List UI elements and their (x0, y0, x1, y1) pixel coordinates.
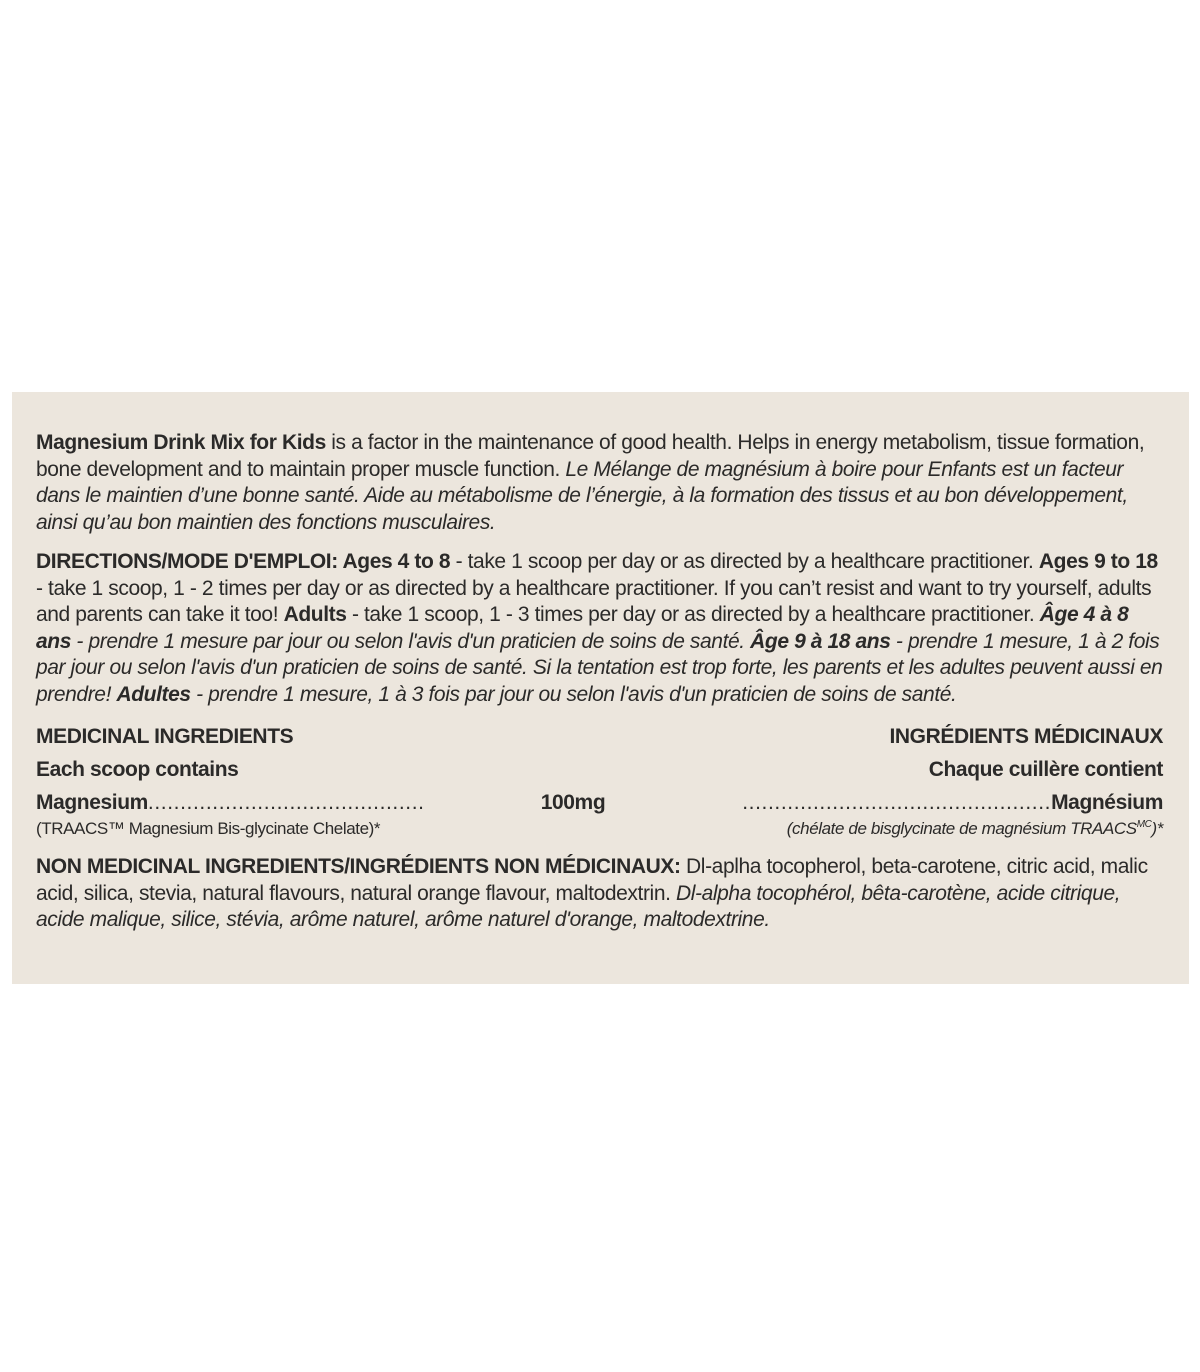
directions-paragraph (36, 549, 1163, 708)
fr-age2-text: - prendre 1 mesure, 1 à 2 fois par jour ou selon l'avis d'un praticien de soins de santé. Si la tentation est trop forte, les parents et les adultes peuvent aussi en prendre! (36, 629, 1163, 706)
ingredient-amount: 100mg (540, 791, 606, 814)
fr-age2-label: Âge 9 à 18 ans (750, 629, 891, 653)
serving-en: Each scoop contains (36, 758, 239, 781)
adults-text: - take 1 scoop, 1 - 3 times per day or as directed by a healthcare practitioner. (346, 603, 1040, 626)
fr-age1-text: - prendre 1 mesure par jour ou selon l'avis d'un praticien de soins de santé. (71, 629, 751, 653)
medicinal-heading-en: MEDICINAL INGREDIENTS (36, 725, 294, 748)
non-medicinal-fr-text: Dl-alpha tocophérol, bêta-carotène, acide citrique, acide malique, silice, stévia, arôme naturel, arôme naturel d'orange, maltodextrine. (36, 881, 1121, 931)
source-fr-end: )* (1151, 819, 1163, 838)
non-medicinal-heading: NON MEDICINAL INGREDIENTS/INGRÉDIENTS NON MÉDICINAUX: (36, 855, 681, 878)
ingredient-row (36, 786, 1163, 820)
product-name: Magnesium Drink Mix for Kids (36, 431, 326, 454)
medicinal-heading-row (36, 720, 1163, 753)
non-medicinal-paragraph (36, 854, 1163, 934)
age2-text: - take 1 scoop, 1 - 2 times per day or as directed by a healthcare practitioner. If you can’t resist and want to try yourself, adults and parents can take it too! (36, 576, 1152, 626)
ingredient-source-en: (TRAACS™ Magnesium Bis-glycinate Chelate)* (36, 819, 381, 838)
dot-leader-left: ........................................... (147, 791, 425, 814)
ingredient-right (742, 786, 1163, 820)
adults-label: Adults (283, 603, 347, 626)
label-panel (12, 392, 1189, 984)
age2-label: Ages 9 to 18 (1038, 550, 1158, 573)
dot-leader-right: ................................................ (742, 791, 1052, 814)
medicinal-heading-fr: INGRÉDIENTS MÉDICINAUX (889, 725, 1163, 748)
age1-text: - take 1 scoop per day or as directed by a healthcare practitioner. (450, 550, 1039, 573)
ingredient-name-en: Magnesium (36, 791, 148, 814)
age1-label: Ages 4 to 8 (337, 550, 451, 573)
intro-paragraph (36, 430, 1163, 536)
ingredient-name-fr: Magnésium (1051, 791, 1163, 814)
source-fr-superscript: MC (1136, 819, 1152, 830)
fr-age1-label: Âge 4 à 8 ans (36, 603, 1129, 653)
fr-adults-label: Adultes (116, 682, 191, 706)
intro-en-text: is a factor in the maintenance of good health. Helps in energy metabolism, tissue formation, bone development and to maintain proper muscle function. (36, 431, 1145, 481)
intro-fr-text: Le Mélange de magnésium à boire pour Enfants est un facteur dans le maintien d’une bonne santé. Aide au métabolisme de l’énergie, à la formation des tissus et au bon développement, ainsi qu’au bon maintien des fonctions musculaires. (36, 457, 1128, 534)
fr-adults-text: - prendre 1 mesure, 1 à 3 fois par jour ou selon l'avis d'un praticien de soins de santé. (190, 682, 957, 706)
source-fr-text: (chélate de bisglycinate de magnésium TRAACS (786, 819, 1137, 838)
serving-fr: Chaque cuillère contient (928, 758, 1163, 781)
medicinal-ingredients-table (36, 720, 1163, 839)
non-medicinal-en-text: Dl-aplha tocopherol, beta-carotene, citric acid, malic acid, silica, stevia, natural flavours, natural orange flavour, maltodextrin. (36, 855, 1148, 905)
ingredient-left (36, 786, 425, 820)
serving-row (36, 753, 1163, 786)
directions-heading: DIRECTIONS/MODE D'EMPLOI: (36, 550, 338, 573)
